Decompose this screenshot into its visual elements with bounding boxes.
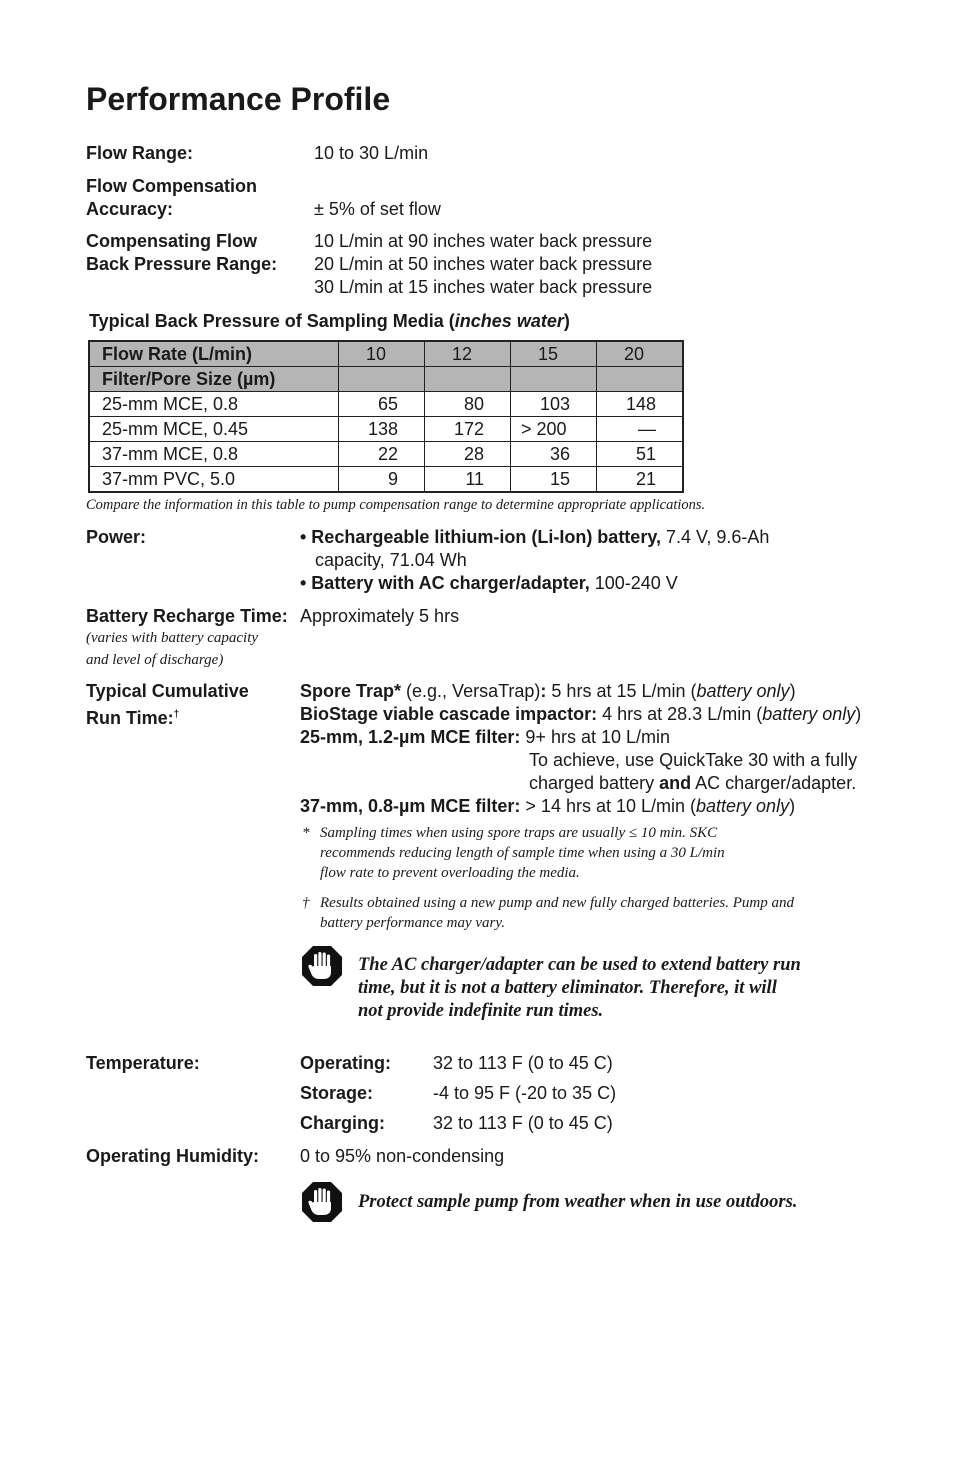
footnote-1-mark: *: [302, 825, 310, 841]
value-cell: > 200: [511, 417, 597, 442]
comp-back-label-1: Compensating Flow: [86, 231, 257, 251]
temp-storage-value: -4 to 95 F (-20 to 35 C): [433, 1083, 617, 1103]
power-item-2: • Battery with AC charger/adapter, 100-240 V: [300, 573, 678, 593]
temperature-label: Temperature:: [86, 1053, 200, 1073]
value-cell: —: [597, 417, 684, 442]
flow-comp-label-1: Flow Compensation: [86, 176, 257, 196]
footnote-2-line-2: battery performance may vary.: [320, 915, 505, 931]
recharge-note-1: (varies with battery capacity: [86, 630, 259, 646]
power-item-1: • Rechargeable lithium-ion (Li-Ion) battery, 7.4 V, 9.6-Ah: [300, 527, 770, 547]
value-cell: 148: [597, 392, 684, 417]
value-cell: 138: [339, 417, 425, 442]
caution-hand-icon: [301, 945, 343, 987]
recharge-note-2: and level of discharge): [86, 652, 224, 668]
footnote-2-line-1: Results obtained using a new pump and new fully charged batteries. Pump and: [320, 895, 794, 911]
runtime-mce37: 37-mm, 0.8-µm MCE filter: > 14 hrs at 10 L/min (battery only): [300, 796, 796, 816]
temp-storage-label: Storage:: [300, 1083, 374, 1103]
header-cell: 12: [425, 341, 511, 367]
page-title: Performance Profile: [86, 81, 391, 117]
runtime-label-2: Run Time:†: [86, 708, 180, 728]
footnote-1-line-1: Sampling times when using spore traps are usually ≤ 10 min. SKC: [320, 825, 718, 841]
temp-operating-label: Operating:: [300, 1053, 392, 1073]
table-row: [89, 442, 683, 467]
comp-back-line-2: 20 L/min at 50 inches water back pressure: [314, 254, 653, 274]
comp-back-label-2: Back Pressure Range:: [86, 254, 278, 274]
media-cell: 37-mm PVC, 5.0: [89, 467, 339, 493]
footnote-2-mark: †: [302, 895, 310, 911]
power-item-1-line-2: capacity, 71.04 Wh: [315, 550, 467, 570]
header-cell: 10: [339, 341, 425, 367]
table-subheader-row: [89, 367, 683, 392]
table-row: [89, 467, 683, 493]
runtime-mce25: 25-mm, 1.2-µm MCE filter: 9+ hrs at 10 L/min: [300, 727, 671, 747]
temp-charging-label: Charging:: [300, 1113, 385, 1133]
caution-1-line-1: The AC charger/adapter can be used to extend battery run: [358, 955, 801, 975]
empty-cell: [425, 367, 511, 392]
runtime-label-1: Typical Cumulative: [86, 681, 249, 701]
footnote-1-line-3: flow rate to prevent overloading the media.: [320, 865, 580, 881]
humidity-label: Operating Humidity:: [86, 1146, 260, 1166]
runtime-biostage: BioStage viable cascade impactor: 4 hrs at 28.3 L/min (battery only): [300, 704, 862, 724]
media-cell: 25-mm MCE, 0.45: [89, 417, 339, 442]
table-row: [89, 417, 683, 442]
footnote-1-line-2: recommends reducing length of sample time when using a 30 L/min: [320, 845, 725, 861]
value-cell: 65: [339, 392, 425, 417]
runtime-achieve-1: To achieve, use QuickTake 30 with a fully: [529, 750, 858, 770]
temp-charging-value: 32 to 113 F (0 to 45 C): [433, 1113, 613, 1133]
table-row: [89, 392, 683, 417]
empty-cell: [339, 367, 425, 392]
temp-operating-value: 32 to 113 F (0 to 45 C): [433, 1053, 613, 1073]
header-flow-rate: Flow Rate (L/min): [89, 341, 339, 367]
value-cell: 22: [339, 442, 425, 467]
back-pressure-table: [88, 340, 684, 493]
caution-1-line-2: time, but it is not a battery eliminator. Therefore, it will: [358, 978, 777, 998]
value-cell: 36: [511, 442, 597, 467]
flow-comp-label-2: Accuracy:: [86, 199, 174, 219]
value-cell: 172: [425, 417, 511, 442]
comp-back-line-1: 10 L/min at 90 inches water back pressure: [314, 231, 653, 251]
table-caption: Typical Back Pressure of Sampling Media (inches water): [89, 311, 570, 331]
value-cell: 9: [339, 467, 425, 493]
header-cell: 15: [511, 341, 597, 367]
runtime-achieve-2: charged battery and AC charger/adapter.: [529, 773, 857, 793]
power-label: Power:: [86, 527, 147, 547]
table-note: Compare the information in this table to pump compensation range to determine appropriate applications.: [86, 497, 706, 513]
value-cell: 51: [597, 442, 684, 467]
flow-range-label: Flow Range:: [86, 143, 193, 163]
flow-range-value: 10 to 30 L/min: [314, 143, 429, 163]
value-cell: 103: [511, 392, 597, 417]
value-cell: 11: [425, 467, 511, 493]
caution-2-text: Protect sample pump from weather when in use outdoors.: [358, 1192, 798, 1212]
caution-hand-icon: [301, 1181, 343, 1223]
header-cell: 20: [597, 341, 684, 367]
value-cell: 80: [425, 392, 511, 417]
empty-cell: [597, 367, 684, 392]
value-cell: 21: [597, 467, 684, 493]
value-cell: 15: [511, 467, 597, 493]
header-filter-size: Filter/Pore Size (µm): [89, 367, 339, 392]
table-header-row: [89, 341, 683, 367]
media-cell: 25-mm MCE, 0.8: [89, 392, 339, 417]
comp-back-line-3: 30 L/min at 15 inches water back pressure: [314, 277, 653, 297]
empty-cell: [511, 367, 597, 392]
media-cell: 37-mm MCE, 0.8: [89, 442, 339, 467]
runtime-spore: Spore Trap* (e.g., VersaTrap): 5 hrs at 15 L/min (battery only): [300, 681, 796, 701]
value-cell: 28: [425, 442, 511, 467]
recharge-value: Approximately 5 hrs: [300, 606, 460, 626]
humidity-value: 0 to 95% non-condensing: [300, 1146, 505, 1166]
flow-comp-value: ± 5% of set flow: [314, 199, 441, 219]
recharge-label: Battery Recharge Time:: [86, 606, 288, 626]
caution-1-line-3: not provide indefinite run times.: [358, 1001, 604, 1021]
